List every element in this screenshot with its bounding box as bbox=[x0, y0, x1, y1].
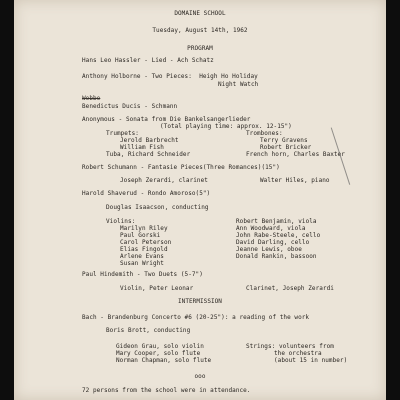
player: Mary Cooper, solo flute bbox=[116, 350, 201, 357]
separator: ooo bbox=[194, 373, 206, 380]
intermission: INTERMISSION bbox=[178, 298, 222, 305]
player: David Darling, cello bbox=[236, 239, 310, 246]
item-holborne: Anthony Holborne - Two Pieces: Heigh Ho Holiday bbox=[82, 73, 258, 80]
school-title: DOMAINE SCHOOL bbox=[174, 10, 226, 17]
attendance-note: 72 persons from the school were in attendance. bbox=[82, 387, 251, 394]
pen-mark bbox=[331, 115, 389, 185]
player: Jerold Barbrecht bbox=[120, 137, 179, 144]
player: Susan Wright bbox=[120, 260, 164, 267]
item-shaverud: Harold Shaverud - Rondo Amoroso(5") bbox=[82, 190, 211, 197]
violins-label: Violins: bbox=[106, 218, 136, 225]
trombones-label: Trombones: bbox=[246, 130, 283, 137]
player: Marilyn Riley bbox=[120, 225, 168, 232]
player: Joseph Zerardi, clarinet bbox=[120, 177, 208, 184]
player: Elias Fingold bbox=[120, 246, 168, 253]
strings-note: the orchestra bbox=[274, 350, 322, 357]
item-ducis: Benedictus Ducis - Schmann bbox=[82, 103, 178, 110]
player: Robert Benjamin, viola bbox=[236, 218, 317, 225]
program-date: Tuesday, August 14th, 1962 bbox=[152, 27, 248, 34]
conductor: Douglas Isaacson, conducting bbox=[106, 204, 209, 211]
item-hindemith: Paul Hindemith - Two Duets (5-7") bbox=[82, 271, 203, 278]
item-schumann: Robert Schumann - Fantasie Pieces(Three Romances)(15") bbox=[82, 164, 280, 171]
strings-note: Strings: volunteers from bbox=[246, 343, 334, 350]
item-bach: Bach - Brandenburg Concerto #6 (20-25"): a reading of the work bbox=[82, 314, 310, 321]
player: Ann Woodward, viola bbox=[236, 225, 306, 232]
item-holborne-2: Night Watch bbox=[218, 81, 259, 88]
player: Robert Bricker bbox=[260, 144, 312, 151]
player: Walter Hiles, piano bbox=[260, 177, 330, 184]
player: Paul Gorski bbox=[120, 232, 161, 239]
player: Violin, Peter Leonar bbox=[120, 285, 194, 292]
player: Norman Chapman, solo flute bbox=[116, 357, 212, 364]
player: Gideon Grau, solo violin bbox=[116, 343, 204, 350]
crossed-text: Webbe bbox=[82, 95, 101, 102]
program-sheet bbox=[14, 0, 386, 400]
player: Jeanne Lewis, oboe bbox=[236, 246, 302, 253]
player: William Fish bbox=[120, 144, 164, 151]
player: French horn, Charles Baxter bbox=[246, 151, 345, 158]
strings-note: (about 15 in number) bbox=[274, 357, 348, 364]
program-heading: PROGRAM bbox=[187, 45, 213, 52]
player: Terry Gravens bbox=[260, 137, 308, 144]
player: Tuba, Richard Schneider bbox=[106, 151, 191, 158]
player: Carol Peterson bbox=[120, 239, 172, 246]
player: Donald Rankin, bassoon bbox=[236, 253, 317, 260]
player: Arlene Evans bbox=[120, 253, 164, 260]
trumpets-label: Trumpets: bbox=[106, 130, 139, 137]
conductor: Boris Brott, conducting bbox=[106, 327, 191, 334]
item-anonymous: Anonymous - Sonata from Die Bankelsangerlieder bbox=[82, 116, 251, 123]
player: John Rabe-Steele, cello bbox=[236, 232, 321, 239]
item-hassler: Hans Leo Hassler - Lied - Ach Schatz bbox=[82, 57, 214, 64]
anon-time: (Total playing time: approx. 12-15") bbox=[160, 123, 292, 130]
player: Clarinet, Joseph Zerardi bbox=[246, 285, 334, 292]
